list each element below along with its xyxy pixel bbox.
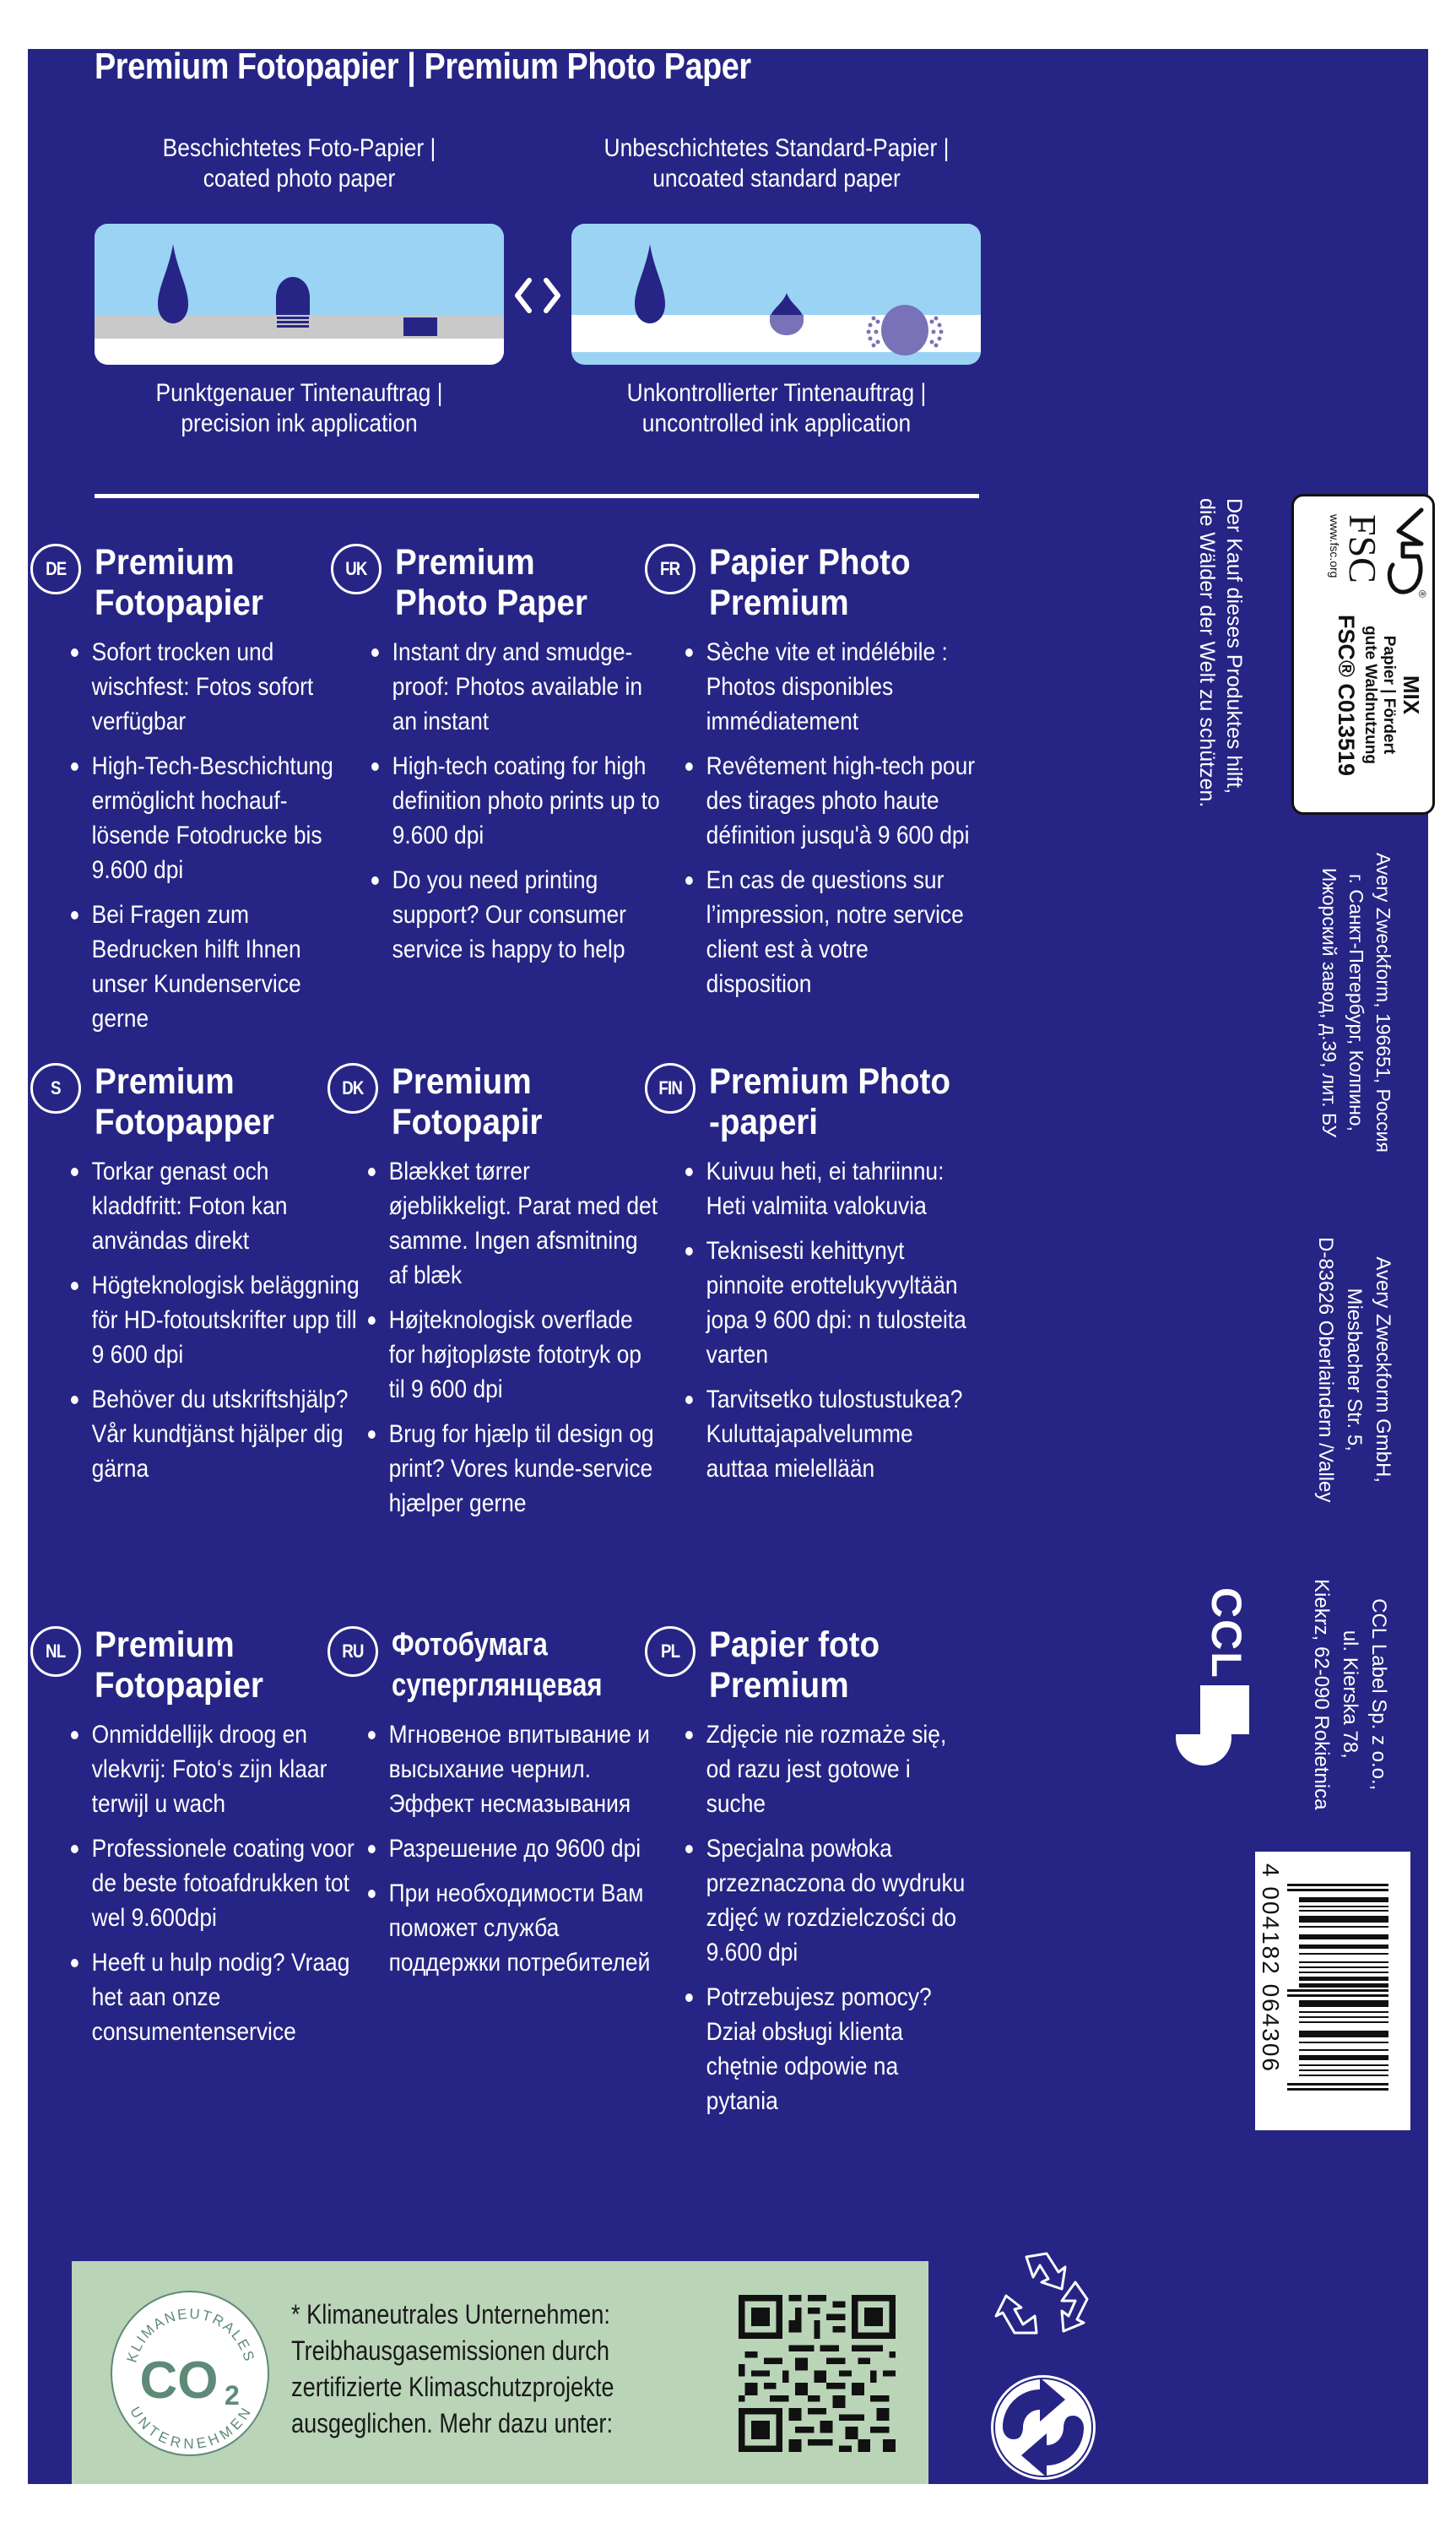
- lang-heading: Premium Fotopapper: [95, 1061, 274, 1142]
- feature-item: Blækket tørrer øjeblikkeligt. Parat med det samme. Ingen afsmitning af blæk: [368, 1154, 658, 1293]
- de-address: Avery Zweckform GmbH, Miesbacher Str. 5, D-83626 Oberlaindern /Valley: [1314, 1237, 1394, 1503]
- ccl-logo: [1175, 1587, 1253, 1773]
- caption-line: precision ink application: [181, 410, 418, 437]
- lang-heading: Premium Fotopapier: [95, 542, 263, 623]
- feature-item: Onmiddellijk droog en vlekvrij: Foto‘s zijn klaar terwijl u wach: [71, 1717, 360, 1821]
- caption-line: Unkontrollierter Tintenauftrag |: [626, 379, 927, 407]
- feature-item: Kuivuu heti, ei tahriinnu: Heti valmiita valokuvia: [685, 1154, 975, 1223]
- green-dot-icon: [988, 2371, 1099, 2484]
- lang-badge: DK: [327, 1063, 378, 1114]
- feature-item: Højteknologisk overflade for højtopløste fototryk op til 9 600 dpi: [368, 1303, 658, 1407]
- pl-address: CCL Label Sp. z o.o., ul. Kierska 78, Kiekrz, 62-090 Rokietnica: [1310, 1579, 1390, 1810]
- feature-item: Sèche vite et indélébile : Photos disponibles immédiatement: [685, 635, 975, 739]
- feature-item: High-tech coating for high definition photo prints up to 9.600 dpi: [371, 749, 661, 853]
- feature-item: Мгновеное впитывание и высыхание чернил. Эффект несмазывания: [368, 1717, 658, 1821]
- feature-list: [685, 1717, 972, 2129]
- uncoated-paper-diagram: [571, 224, 981, 365]
- lang-badge: DE: [30, 544, 81, 594]
- feature-item: Brug for hjælp til design og print? Vores kunde-service hjælper gerne: [368, 1417, 658, 1521]
- lang-badge: FIN: [645, 1063, 696, 1114]
- svg-text:2: 2: [225, 2380, 240, 2411]
- barcode: [1255, 1852, 1410, 2130]
- feature-list: [371, 635, 658, 977]
- svg-text:KLIMANEUTRALES: KLIMANEUTRALES: [123, 2305, 258, 2365]
- divider: [95, 494, 979, 498]
- feature-item: Teknisesti kehittynyt pinnoite erottelukyvyltään jopa 9 600 dpi: n tulosteita varten: [685, 1234, 975, 1372]
- co2-badge-icon: [110, 2290, 270, 2457]
- caption-line: coated photo paper: [203, 165, 396, 193]
- feature-item: Behöver du utskriftshjälp? Vår kundtjänst hjälper dig gärna: [71, 1382, 360, 1486]
- fsc-label: [1291, 494, 1435, 815]
- lang-heading: Premium Fotopapier: [95, 1624, 263, 1706]
- feature-item: Professionele coating voor de beste fotoafdrukken tot wel 9.600dpi: [71, 1831, 360, 1935]
- caption-line: uncontrolled ink application: [641, 410, 912, 437]
- svg-text:UNTERNEHMEN: UNTERNEHMEN: [127, 2404, 255, 2453]
- ru-address: Avery Zweckform, 196651, Россия г. Санкт-Петербург, Колпино, Ижорский завод, д.39, лит. БУ: [1318, 853, 1394, 1153]
- feature-item: Tarvitsetko tulostustukea? Kuluttajapalvelumme auttaa mielellään: [685, 1382, 975, 1486]
- forest-protection-note: Der Kauf dieses Produktes hilft, die Wälder der Welt zu schützen.: [1195, 498, 1246, 808]
- feature-list: [685, 1154, 972, 1496]
- feature-item: Sofort trocken und wischfest: Fotos sofort verfügbar: [71, 635, 360, 739]
- feature-item: Specjalna powłoka przeznaczona do wydruku zdjęć w rozdzielczości do 9.600 dpi: [685, 1831, 975, 1970]
- feature-item: Do you need printing support? Our consumer service is happy to help: [371, 863, 661, 967]
- fsc-tree-icon: [1378, 506, 1428, 599]
- feature-list: [685, 635, 976, 1012]
- svg-text:CO: CO: [139, 2351, 219, 2410]
- lang-heading: Papier Photo Premium: [709, 542, 911, 623]
- left-right-chevrons-icon: [511, 277, 565, 314]
- page-title: Premium Fotopapier | Premium Photo Paper: [95, 46, 751, 87]
- caption-line: Unbeschichtetes Standard-Papier |: [604, 134, 950, 162]
- qr-code-icon[interactable]: [739, 2295, 896, 2452]
- coated-paper-caption: [119, 133, 479, 194]
- feature-list: [71, 635, 358, 1046]
- uncoated-paper-caption: [569, 133, 985, 194]
- feature-item: Heeft u hulp nodig? Vraag het aan onze consumentenservice: [71, 1945, 360, 2049]
- feature-item: При необходимости Вам поможет служба поддержки потребителей: [368, 1876, 658, 1980]
- feature-list: [368, 1154, 658, 1531]
- lang-badge: S: [30, 1063, 81, 1114]
- feature-item: Instant dry and smudge-proof: Photos available in an instant: [371, 635, 661, 739]
- ccl-wordmark: CCL: [1203, 1587, 1250, 1679]
- lang-badge: PL: [645, 1626, 696, 1677]
- feature-item: Bei Fragen zum Bedrucken hilft Ihnen unser Kundenservice gerne: [71, 898, 360, 1036]
- lang-badge: NL: [30, 1626, 81, 1677]
- feature-item: Torkar genast och kladdfritt: Foton kan användas direkt: [71, 1154, 360, 1258]
- caption-line: Beschichtetes Foto-Papier |: [162, 134, 436, 162]
- lang-badge: RU: [327, 1626, 378, 1677]
- lang-heading: Premium Photo -paperi: [709, 1061, 950, 1142]
- lang-heading: Premium Fotopapir: [392, 1061, 543, 1142]
- lang-heading: Premium Photo Paper: [395, 542, 587, 623]
- feature-list: [71, 1154, 358, 1496]
- lang-badge: FR: [645, 544, 696, 594]
- feature-list: [368, 1717, 655, 1990]
- fsc-content: ® FSC www.fsc.org MIX Papier | Fördert gute Waldnutzung FSC® C013519: [1302, 506, 1428, 775]
- feature-item: Разрешение до 9600 dpi: [368, 1831, 658, 1866]
- lang-badge: UK: [331, 544, 382, 594]
- lang-heading: Фотобумага суперглянцевая: [392, 1627, 603, 1703]
- ccl-symbol-icon: [1175, 1684, 1253, 1768]
- feature-list: [71, 1717, 358, 2059]
- caption-line: uncoated standard paper: [652, 165, 901, 193]
- feature-item: Revêtement high-tech pour des tirages photo haute définition jusqu'à 9 600 dpi: [685, 749, 975, 853]
- feature-item: Zdjęcie nie rozmaże się, od razu jest gotowe i suche: [685, 1717, 975, 1821]
- feature-item: En cas de questions sur l’impression, notre service client est à votre disposition: [685, 863, 975, 1001]
- uncontrolled-caption: [569, 378, 985, 439]
- lang-heading: Papier foto Premium: [709, 1624, 880, 1706]
- caption-line: Punktgenauer Tintenauftrag |: [155, 379, 443, 407]
- barcode-digits: 4 004182 064306: [1258, 1863, 1284, 2073]
- climate-neutral-text: * Klimaneutrales Unternehmen: Treibhausgasemissionen durch zertifizierte Klimaschutzprojekte ausgeglichen. Mehr dazu unter:: [291, 2299, 614, 2438]
- feature-item: Potrzebujesz pomocy? Dział obsługi klienta chętnie odpowie na pytania: [685, 1980, 975, 2118]
- feature-item: High-Tech-Beschichtung ermöglicht hochauf-lösende Fotodrucke bis 9.600 dpi: [71, 749, 360, 887]
- recycle-icon: [994, 2248, 1094, 2343]
- feature-item: Högteknologisk beläggning för HD-fotoutskrifter upp till 9 600 dpi: [71, 1268, 360, 1372]
- coated-paper-diagram: [95, 224, 504, 365]
- precision-caption: [119, 378, 479, 439]
